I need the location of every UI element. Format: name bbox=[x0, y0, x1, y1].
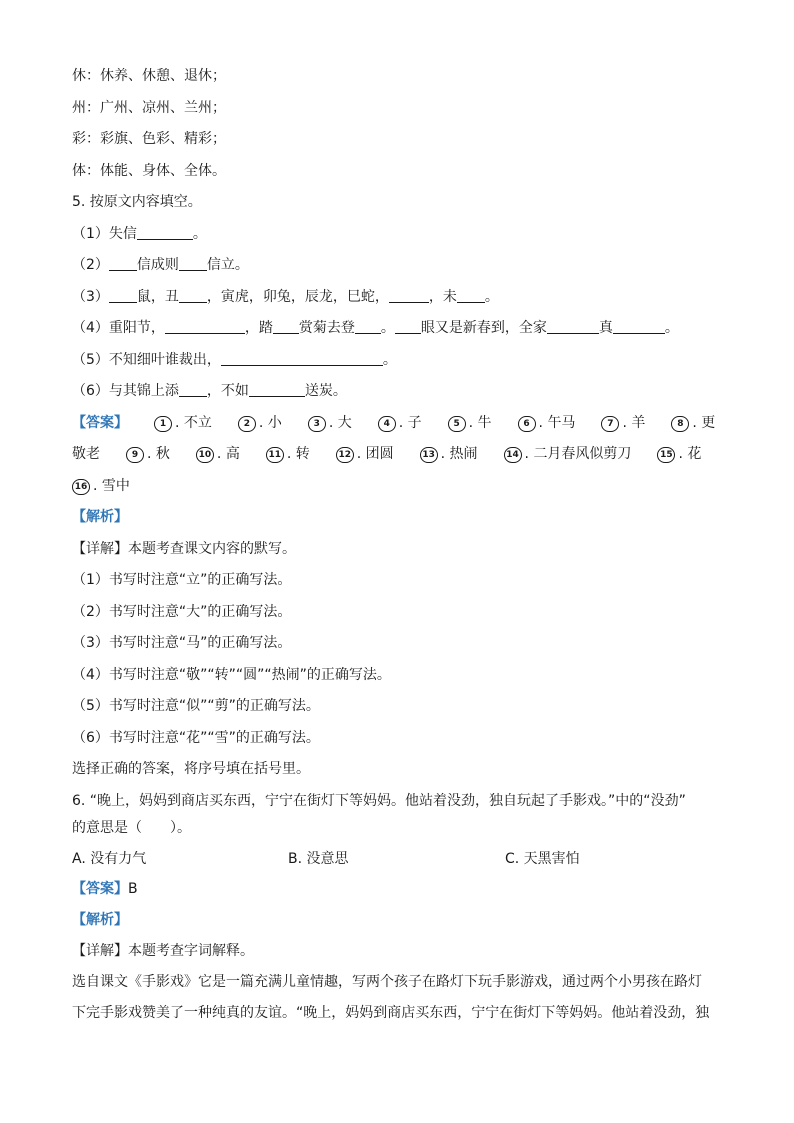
q5-item-4: （4）重阳节， ，踏 赏菊去登 。 眼又是新春到，全家 真 。 bbox=[72, 320, 679, 336]
answer-item: 5 . 牛 bbox=[448, 413, 492, 433]
detail-line: 【详解】本题考查课文内容的默写。 bbox=[72, 541, 296, 557]
answer-text: 羊 bbox=[631, 415, 646, 431]
answer-text: 更 bbox=[701, 415, 716, 431]
q6-answer-line bbox=[72, 879, 138, 899]
q5-item-5: （5）不知细叶谁裁出， 。 bbox=[72, 352, 397, 368]
answer-text: 转 bbox=[295, 446, 310, 462]
explanation-note: （6）书写时注意“花”“雪”的正确写法。 bbox=[72, 730, 320, 746]
answer-item: 12 . 团圆 bbox=[336, 444, 394, 464]
answer-text: 子 bbox=[407, 415, 422, 431]
q6-answer-value: B bbox=[128, 881, 138, 897]
answer-item: 4 . 子 bbox=[378, 413, 422, 433]
answer-item: 9 . 秋 bbox=[126, 444, 170, 464]
answer-text: 牛 bbox=[477, 415, 492, 431]
answer-text: 团圆 bbox=[365, 446, 394, 462]
fill-blank bbox=[457, 288, 485, 303]
fill-blank bbox=[179, 256, 207, 271]
answer-row-3 bbox=[72, 476, 130, 496]
answer-item: 8 . 更 bbox=[671, 413, 715, 433]
q5-item-1: （1）失信 。 bbox=[72, 226, 207, 242]
q5-item-3: （3） 鼠，丑 ，寅虎，卯兔，辰龙，巳蛇， ，未 。 bbox=[72, 289, 499, 305]
answer-item: 3 . 大 bbox=[308, 413, 352, 433]
word-group-line: 彩：彩旗、色彩、精彩； bbox=[72, 131, 226, 147]
answer-text: 午马 bbox=[547, 415, 576, 431]
answer-item: 10 . 高 bbox=[196, 444, 240, 464]
answer-text: 大 bbox=[337, 415, 352, 431]
answer-tag: 【答案】 bbox=[72, 415, 128, 431]
answer-number-badge: 2 bbox=[238, 416, 256, 432]
fill-blank bbox=[613, 319, 665, 334]
q6-options bbox=[72, 849, 632, 869]
fill-blank bbox=[179, 288, 207, 303]
fill-blank bbox=[249, 382, 305, 397]
answer-number-badge: 6 bbox=[518, 416, 536, 432]
answer-number-badge: 3 bbox=[308, 416, 326, 432]
explanation-note: （5）书写时注意“似”“剪”的正确写法。 bbox=[72, 698, 320, 714]
answer-number-badge: 15 bbox=[657, 447, 675, 463]
answer-text: 雪中 bbox=[101, 478, 130, 494]
answer-number-badge: 13 bbox=[420, 447, 438, 463]
question-6-text: 6. “晚上，妈妈到商店买东西，宁宁在街灯下等妈妈。他站着没劲，独自玩起了手影戏。”中的“没劲” bbox=[72, 793, 686, 809]
answer-text: 秋 bbox=[155, 446, 170, 462]
explanation-paragraph: 下完手影戏赞美了一种纯真的友谊。“晚上，妈妈到商店买东西，宁宁在街灯下等妈妈。他站着没劲，独 bbox=[72, 1005, 710, 1021]
answer-item: 13 . 热闹 bbox=[420, 444, 478, 464]
answer-continuation: 敬老 bbox=[72, 446, 100, 462]
fill-blank bbox=[109, 288, 137, 303]
answer-text: 热闹 bbox=[449, 446, 478, 462]
fill-blank bbox=[109, 256, 137, 271]
explanation-note: （1）书写时注意“立”的正确写法。 bbox=[72, 572, 292, 588]
answer-number-badge: 1 bbox=[154, 416, 172, 432]
answer-item: 14 . 二月春风似剪刀 bbox=[504, 444, 632, 464]
fill-blank bbox=[221, 351, 383, 366]
answer-text: 不立 bbox=[183, 415, 212, 431]
answer-number-badge: 11 bbox=[266, 447, 284, 463]
fill-blank bbox=[389, 288, 429, 303]
answer-tag: 【答案】 bbox=[72, 881, 128, 897]
answer-row-2 bbox=[72, 444, 701, 464]
answer-text: 小 bbox=[267, 415, 282, 431]
fill-blank bbox=[165, 319, 245, 334]
answer-number-badge: 10 bbox=[196, 447, 214, 463]
answer-item: 2 . 小 bbox=[238, 413, 282, 433]
answer-item: 11 . 转 bbox=[266, 444, 310, 464]
answer-number-badge: 12 bbox=[336, 447, 354, 463]
fill-blank bbox=[273, 319, 299, 334]
question-6-text-continued: 的意思是（ ）。 bbox=[72, 820, 191, 836]
word-group-line: 州：广州、凉州、兰州； bbox=[72, 100, 226, 116]
detail-line: 【详解】本题考查字词解释。 bbox=[72, 943, 254, 959]
answer-row-1 bbox=[72, 413, 715, 433]
answer-number-badge: 14 bbox=[504, 447, 522, 463]
fill-blank bbox=[137, 225, 193, 240]
fill-blank bbox=[179, 382, 207, 397]
answer-item: 6 . 午马 bbox=[518, 413, 576, 433]
answer-item: 1 . 不立 bbox=[154, 413, 212, 433]
answer-text: 花 bbox=[687, 446, 702, 462]
fill-blank bbox=[395, 319, 421, 334]
explanation-note: （4）书写时注意“敬”“转”“圆”“热闹”的正确写法。 bbox=[72, 667, 391, 683]
section-instruction: 选择正确的答案，将序号填在括号里。 bbox=[72, 761, 310, 777]
detail-tag: 【详解】 bbox=[72, 943, 128, 959]
answer-number-badge: 5 bbox=[448, 416, 466, 432]
answer-item: 7 . 羊 bbox=[601, 413, 645, 433]
option-c: C. 天黑害怕 bbox=[505, 851, 580, 867]
option-a: A. 没有力气 bbox=[72, 851, 147, 867]
analysis-tag: 【解析】 bbox=[72, 912, 128, 928]
word-group-line: 休：休养、休憩、退休； bbox=[72, 68, 226, 84]
fill-blank bbox=[547, 319, 599, 334]
fill-blank bbox=[355, 319, 381, 334]
answer-number-badge: 4 bbox=[378, 416, 396, 432]
answer-number-badge: 8 bbox=[671, 416, 689, 432]
analysis-tag: 【解析】 bbox=[72, 509, 128, 525]
detail-tag: 【详解】 bbox=[72, 541, 128, 557]
explanation-paragraph: 选自课文《手影戏》它是一篇充满儿童情趣，写两个孩子在路灯下玩手影游戏，通过两个小男孩在路灯 bbox=[72, 974, 702, 990]
q5-item-6: （6）与其锦上添 ，不如 送炭。 bbox=[72, 383, 347, 399]
answer-item: 16 . 雪中 bbox=[72, 476, 130, 496]
explanation-note: （3）书写时注意“马”的正确写法。 bbox=[72, 635, 292, 651]
answer-text: 二月春风似剪刀 bbox=[533, 446, 632, 462]
answer-number-badge: 16 bbox=[72, 479, 90, 495]
word-group-line: 体：体能、身体、全体。 bbox=[72, 163, 226, 179]
answer-item: 15 . 花 bbox=[657, 444, 701, 464]
answer-text: 高 bbox=[225, 446, 240, 462]
question-5-title: 5. 按原文内容填空。 bbox=[72, 194, 202, 210]
answer-number-badge: 7 bbox=[601, 416, 619, 432]
q5-item-2: （2） 信成则 信立。 bbox=[72, 257, 249, 273]
explanation-note: （2）书写时注意“大”的正确写法。 bbox=[72, 604, 292, 620]
option-b: B. 没意思 bbox=[288, 851, 349, 867]
answer-number-badge: 9 bbox=[126, 447, 144, 463]
